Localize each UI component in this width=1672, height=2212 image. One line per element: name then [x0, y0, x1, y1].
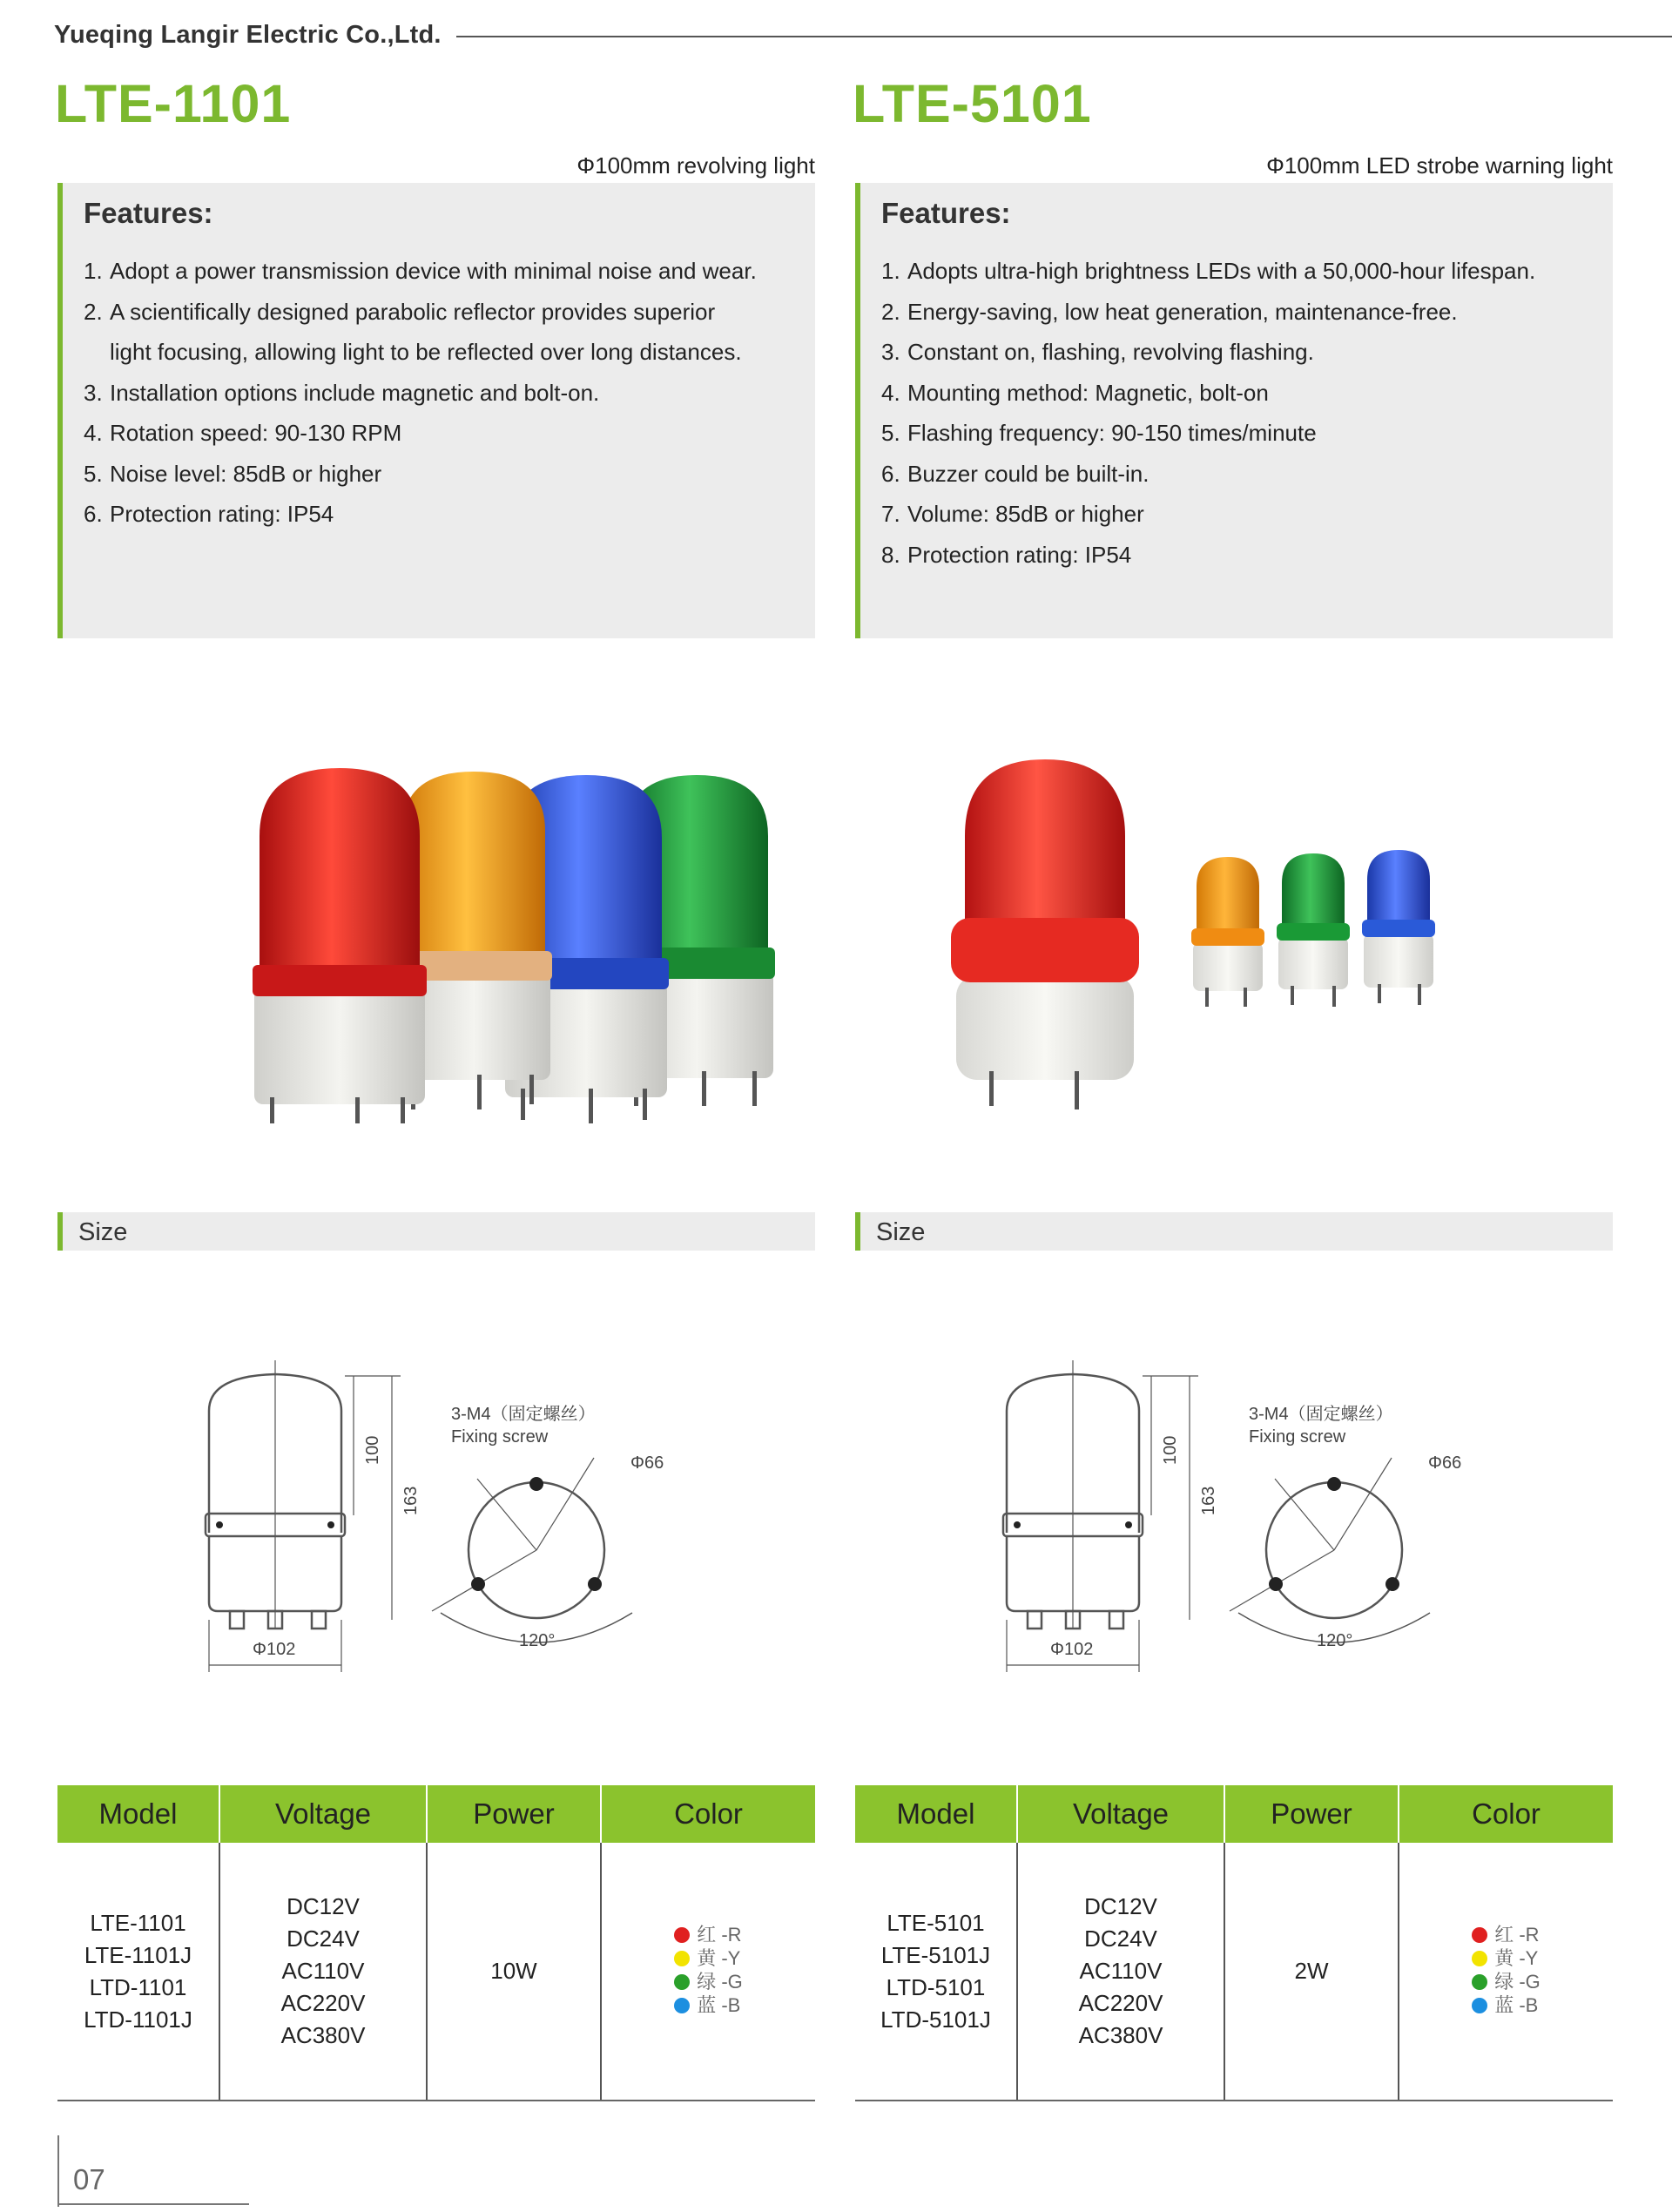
voltage-value: DC24V	[1084, 1925, 1157, 1952]
dim-angle: 120°	[519, 1631, 556, 1650]
size-section-bar	[57, 1212, 815, 1251]
feature-number: 2.	[881, 298, 900, 325]
feature-number: 2.	[84, 298, 103, 325]
color-item-blue	[674, 1993, 743, 2017]
feature-number: 8.	[881, 541, 900, 568]
color-list	[674, 1923, 743, 2017]
model-value: LTE-1101	[90, 1909, 186, 1936]
product-subtitle: Φ100mm LED strobe warning light	[1266, 152, 1613, 179]
dim-base-diameter: Φ102	[1050, 1640, 1094, 1659]
product-subtitle: Φ100mm revolving light	[576, 152, 815, 179]
feature-item	[881, 535, 1595, 576]
features-list	[881, 251, 1595, 575]
voltage-value: AC220V	[280, 1990, 366, 2016]
color-label: 红 -R	[1494, 1923, 1540, 1946]
model-value: LTE-5101J	[880, 1941, 991, 1968]
col-header-power: Power	[1224, 1785, 1399, 1843]
feature-text: Volume: 85dB or higher	[907, 501, 1144, 527]
voltage-value: DC12V	[1084, 1893, 1157, 1919]
feature-item	[84, 292, 798, 333]
yellow-dot-icon	[674, 1951, 690, 1966]
feature-text: Protection rating: IP54	[907, 541, 1132, 568]
cell-voltages	[1017, 1843, 1224, 2101]
feature-text: Energy-saving, low heat generation, maintenance-free.	[907, 298, 1458, 325]
blue-dot-icon	[674, 1998, 690, 2013]
voltage-value: AC110V	[1079, 1958, 1163, 1984]
feature-text: Rotation speed: 90-130 RPM	[110, 420, 402, 446]
color-label: 红 -R	[697, 1923, 742, 1946]
feature-text: Adopts ultra-high brightness LEDs with a 50,000-hour lifespan.	[907, 258, 1536, 284]
table-row	[855, 1843, 1613, 2101]
color-list	[1472, 1923, 1541, 2017]
dim-screw-label: 3-M4（固定螺丝）	[451, 1405, 596, 1424]
feature-item	[84, 413, 798, 454]
features-title: Features:	[881, 197, 1011, 229]
footer-corner-vertical	[57, 2135, 59, 2207]
dim-angle: 120°	[1317, 1631, 1353, 1650]
voltage-value: AC220V	[1078, 1990, 1163, 2016]
size-label: Size	[876, 1218, 926, 1246]
feature-item	[881, 292, 1595, 333]
page-number: 07	[73, 2163, 105, 2195]
feature-number: 5.	[84, 460, 103, 487]
product-model-title: LTE-1101	[55, 74, 292, 133]
feature-item	[881, 332, 1595, 373]
feature-item	[881, 373, 1595, 414]
red-dot-icon	[674, 1927, 690, 1943]
color-label: 蓝 -B	[697, 1993, 741, 2016]
feature-text: Protection rating: IP54	[110, 501, 334, 527]
features-title: Features:	[84, 197, 213, 229]
feature-number: 6.	[84, 501, 103, 527]
table-header-row	[855, 1785, 1613, 1843]
dim-height-total: 163	[401, 1486, 421, 1515]
feature-text: Adopt a power transmission device with minimal noise and wear.	[110, 258, 757, 284]
table-header-row	[57, 1785, 815, 1843]
product-photo-revolving-lights	[101, 740, 815, 1123]
color-item-red	[674, 1923, 743, 1946]
feature-item	[84, 494, 798, 535]
cell-colors	[1399, 1843, 1613, 2101]
size-label: Size	[78, 1218, 128, 1246]
feature-text: Installation options include magnetic and bolt-on.	[110, 379, 600, 406]
cell-models	[57, 1843, 219, 2101]
cell-power: 2W	[1224, 1843, 1399, 2101]
dim-height-total: 163	[1199, 1486, 1218, 1515]
feature-text: Noise level: 85dB or higher	[110, 460, 382, 487]
feature-number: 1.	[84, 258, 103, 284]
green-dot-icon	[674, 1974, 690, 1990]
cell-models	[855, 1843, 1017, 2101]
col-header-color: Color	[1399, 1785, 1613, 1843]
color-item-blue	[1472, 1993, 1541, 2017]
color-label: 黄 -Y	[1494, 1946, 1539, 1969]
company-name: Yueqing Langir Electric Co.,Ltd.	[54, 21, 442, 49]
feature-text: light focusing, allowing light to be reflected over long distances.	[110, 339, 742, 365]
voltage-value: DC24V	[287, 1925, 360, 1952]
feature-number: 7.	[881, 501, 900, 527]
model-value: LTE-1101J	[84, 1941, 192, 1968]
features-panel	[57, 183, 815, 638]
color-label: 绿 -G	[1494, 1970, 1541, 1993]
feature-item	[881, 494, 1595, 535]
model-value: LTD-5101	[886, 1973, 986, 2000]
spec-table	[57, 1785, 815, 2101]
model-value: LTD-1101	[89, 1973, 187, 2000]
blue-strobe-light	[1362, 850, 1435, 1005]
feature-text: Constant on, flashing, revolving flashing.	[907, 339, 1314, 365]
color-item-yellow	[674, 1946, 743, 1970]
feature-item	[84, 251, 798, 292]
cell-colors	[601, 1843, 815, 2101]
feature-number: 3.	[84, 379, 103, 406]
voltage-value: AC380V	[280, 2022, 366, 2048]
cell-power: 10W	[427, 1843, 601, 2101]
feature-item	[84, 454, 798, 495]
cell-voltages	[219, 1843, 427, 2101]
feature-item	[881, 413, 1595, 454]
red-light	[253, 768, 427, 1123]
dimension-diagram	[57, 1341, 815, 1689]
feature-text: Flashing frequency: 90-150 times/minute	[907, 420, 1317, 446]
feature-number: 4.	[84, 420, 103, 446]
col-header-model: Model	[855, 1785, 1017, 1843]
amber-strobe-light	[1191, 857, 1264, 1007]
features-list	[84, 251, 798, 535]
color-item-green	[674, 1970, 743, 1993]
color-item-green	[1472, 1970, 1541, 1993]
feature-number: 1.	[881, 258, 900, 284]
voltage-value: AC380V	[1078, 2022, 1163, 2048]
color-label: 黄 -Y	[697, 1946, 741, 1969]
dim-base-diameter: Φ102	[253, 1640, 296, 1659]
yellow-dot-icon	[1472, 1951, 1487, 1966]
blue-dot-icon	[1472, 1998, 1487, 2013]
size-section-bar	[855, 1212, 1613, 1251]
feature-item	[881, 251, 1595, 292]
dim-hole-diameter: Φ66	[1428, 1453, 1462, 1473]
feature-number: 5.	[881, 420, 900, 446]
spec-table	[855, 1785, 1613, 2101]
feature-text: Buzzer could be built-in.	[907, 460, 1150, 487]
color-item-yellow	[1472, 1946, 1541, 1970]
dim-screw-label-en: Fixing screw	[1249, 1427, 1346, 1447]
color-label: 蓝 -B	[1494, 1993, 1539, 2016]
col-header-voltage: Voltage	[1017, 1785, 1224, 1843]
col-header-color: Color	[601, 1785, 815, 1843]
green-dot-icon	[1472, 1974, 1487, 1990]
model-value: LTD-5101J	[880, 2006, 991, 2033]
model-value: LTE-5101	[887, 1909, 985, 1936]
feature-number: 6.	[881, 460, 900, 487]
product-photo-strobe-lights	[925, 740, 1587, 1123]
col-header-model: Model	[57, 1785, 219, 1843]
dim-height-inner: 100	[1161, 1435, 1180, 1465]
dim-screw-label: 3-M4（固定螺丝）	[1249, 1405, 1393, 1424]
col-header-power: Power	[427, 1785, 601, 1843]
footer-corner-horizontal	[57, 2203, 249, 2205]
red-dot-icon	[1472, 1927, 1487, 1943]
feature-item	[881, 454, 1595, 495]
table-row	[57, 1843, 815, 2101]
feature-item	[84, 332, 798, 373]
dim-hole-diameter: Φ66	[630, 1453, 664, 1473]
product-column-lte-5101	[855, 0, 1613, 2212]
dim-height-inner: 100	[363, 1435, 382, 1465]
col-header-voltage: Voltage	[219, 1785, 427, 1843]
green-strobe-light	[1277, 853, 1350, 1007]
feature-number: 3.	[881, 339, 900, 365]
product-column-lte-1101	[57, 0, 815, 2212]
feature-text: A scientifically designed parabolic reflector provides superior	[110, 298, 716, 325]
dimension-diagram	[855, 1341, 1613, 1689]
feature-item	[84, 373, 798, 414]
color-item-red	[1472, 1923, 1541, 1946]
voltage-value: AC110V	[281, 1958, 365, 1984]
product-model-title: LTE-5101	[853, 74, 1092, 133]
features-panel	[855, 183, 1613, 638]
voltage-value: DC12V	[287, 1893, 360, 1919]
feature-number: 4.	[881, 379, 900, 406]
dim-screw-label-en: Fixing screw	[451, 1427, 549, 1447]
color-label: 绿 -G	[697, 1970, 743, 1993]
feature-text: Mounting method: Magnetic, bolt-on	[907, 379, 1269, 406]
red-strobe-light	[951, 759, 1139, 1109]
model-value: LTD-1101J	[84, 2006, 192, 2033]
